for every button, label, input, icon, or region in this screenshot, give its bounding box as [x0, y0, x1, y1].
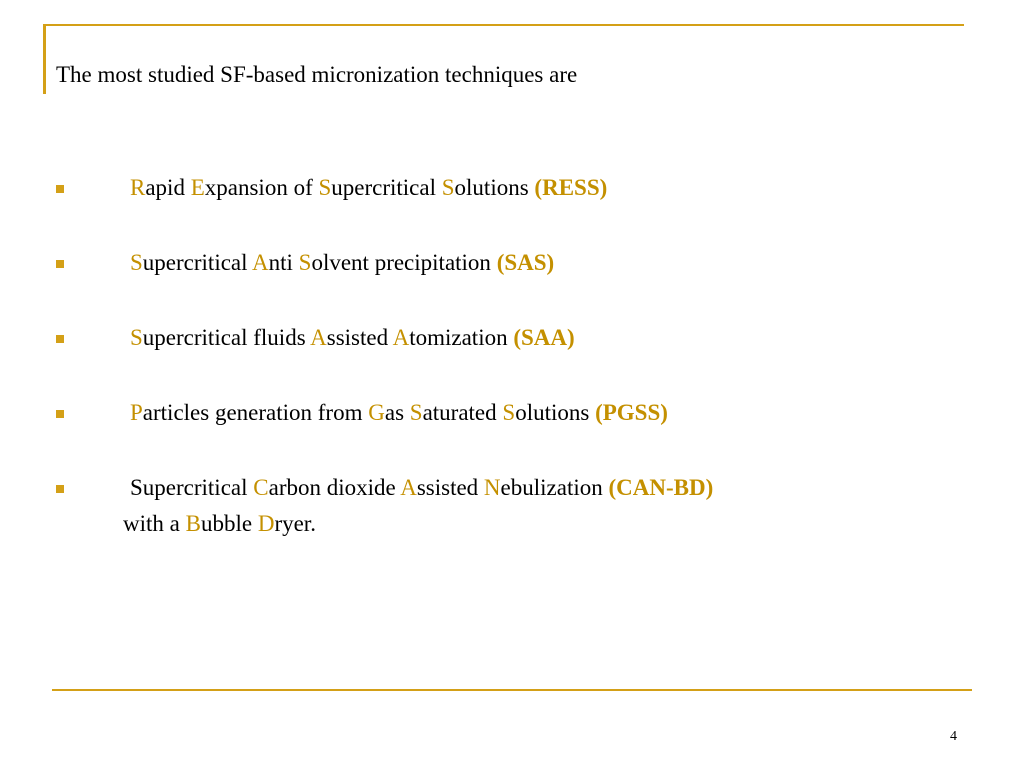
acronym-letter: A — [310, 325, 327, 350]
technique-abbreviation: (PGSS) — [595, 400, 668, 425]
acronym-letter: E — [190, 175, 205, 200]
bullet-continuation-text — [123, 509, 316, 539]
acronym-letter: S — [130, 325, 143, 350]
slide-title: The most studied SF-based micronization techniques are — [56, 62, 578, 87]
acronym-letter: R — [130, 175, 146, 200]
acronym-letter: G — [368, 400, 385, 425]
acronym-letter: S — [409, 400, 423, 425]
text-segment: Supercritical — [130, 475, 254, 500]
acronym-letter: S — [130, 250, 143, 275]
bullet-text — [130, 398, 668, 428]
square-bullet-icon — [56, 485, 64, 493]
text-segment: apid — [145, 175, 191, 200]
text-segment: olutions — [515, 400, 596, 425]
square-bullet-icon — [56, 260, 64, 268]
acronym-letter: D — [257, 511, 275, 536]
text-segment: ryer. — [274, 511, 316, 536]
text-segment: xpansion of — [204, 175, 319, 200]
acronym-letter: A — [252, 250, 269, 275]
bullet-text — [130, 173, 607, 203]
acronym-letter: B — [185, 511, 201, 536]
text-segment: olutions — [454, 175, 535, 200]
acronym-letter: S — [502, 400, 516, 425]
text-segment: arbon dioxide — [268, 475, 401, 500]
acronym-letter: S — [441, 175, 455, 200]
footer-rule — [52, 689, 972, 691]
text-segment: aturated — [422, 400, 503, 425]
square-bullet-icon — [56, 185, 64, 193]
text-segment: ssisted — [326, 325, 393, 350]
acronym-letter: C — [253, 475, 269, 500]
technique-abbreviation: (CAN-BD) — [608, 475, 714, 500]
text-segment: nti — [268, 250, 299, 275]
text-segment: tomization — [409, 325, 514, 350]
square-bullet-icon — [56, 335, 64, 343]
text-segment: ebulization — [500, 475, 609, 500]
technique-abbreviation: (SAA) — [513, 325, 575, 350]
bullet-text — [130, 248, 554, 278]
acronym-letter: S — [298, 250, 312, 275]
acronym-letter: S — [318, 175, 332, 200]
acronym-letter: A — [392, 325, 410, 350]
text-segment: olvent precipitation — [311, 250, 497, 275]
text-segment: ubble — [200, 511, 258, 536]
page-number: 4 — [950, 729, 957, 744]
text-segment: upercritical — [142, 250, 252, 275]
text-segment: articles generation from — [142, 400, 369, 425]
acronym-letter: A — [400, 475, 417, 500]
text-segment: as — [384, 400, 410, 425]
text-segment: upercritical fluids — [142, 325, 311, 350]
text-segment: upercritical — [331, 175, 442, 200]
technique-abbreviation: (SAS) — [496, 250, 555, 275]
square-bullet-icon — [56, 410, 64, 418]
bullet-text — [130, 473, 713, 503]
text-segment: with a — [123, 511, 186, 536]
acronym-letter: N — [483, 475, 501, 500]
acronym-letter: P — [130, 400, 143, 425]
technique-abbreviation: (RESS) — [534, 175, 608, 200]
bullet-text — [130, 323, 575, 353]
text-segment: ssisted — [416, 475, 484, 500]
